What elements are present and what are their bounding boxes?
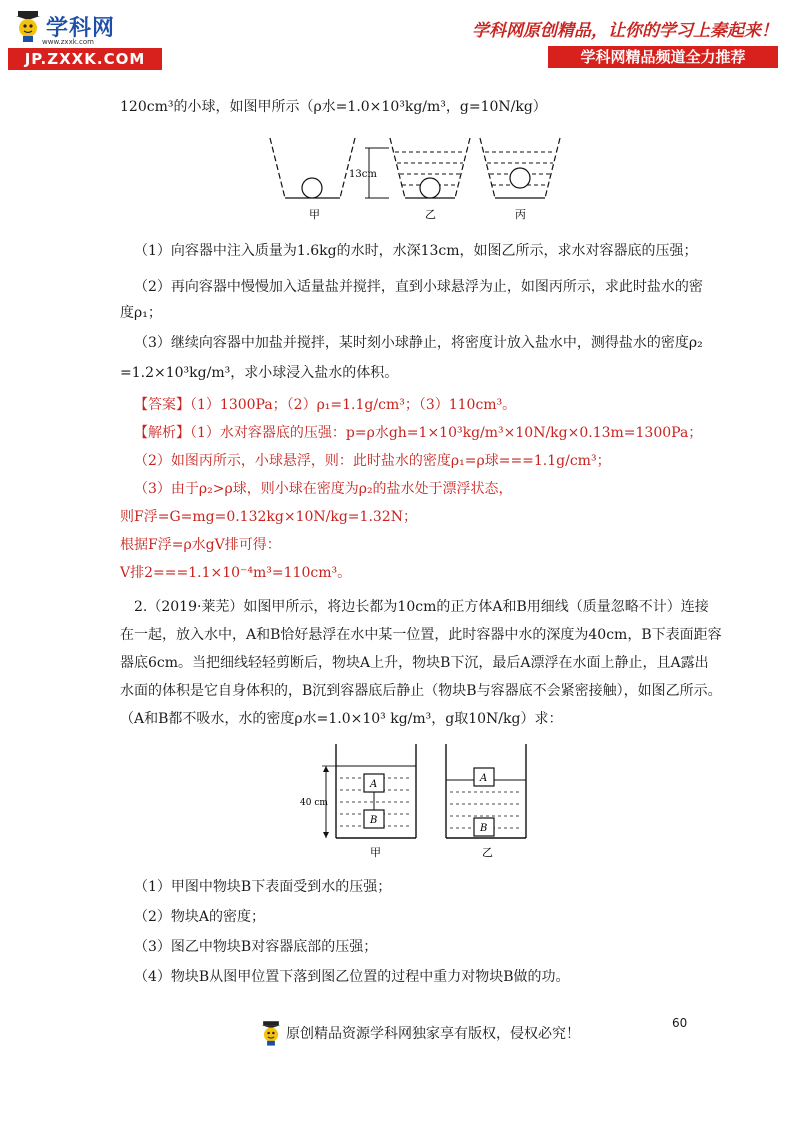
q2-line-1: 2.（2019·莱芜）如图甲所示，将边长都为10cm的正方体A和B用细线（质量忽略不计）连接 [134,599,709,615]
label-b-jia: B [370,815,378,826]
label-a-jia: A [370,779,378,790]
mascot-icon [260,1019,282,1047]
q1-analysis-6: V排2===1.1×10⁻⁴m³=110cm³。 [120,565,352,581]
q1-part2b: 度ρ₁； [120,305,162,321]
q1-analysis-2: （2）如图丙所示，小球悬浮，则：此时盐水的密度ρ₁=ρ球===1.1g/cm³； [134,453,611,469]
mascot-icon [14,9,42,43]
page-number: 60 [672,1016,688,1030]
q1-analysis-5: 根据F浮=ρ水gV排可得： [120,537,281,553]
logo-name: 学科网 [46,15,116,41]
label-jia: 甲 [309,208,320,221]
label-yi-ab: 乙 [482,846,493,859]
logo-subtext: www.zxxk.com [42,38,94,46]
ball-bing [510,168,530,188]
q1-part3b: =1.2×10³kg/m³，求小球浸入盐水的体积。 [120,365,399,381]
label-yi: 乙 [425,208,436,221]
label-40cm: 40 cm [300,798,328,808]
q1-analysis-3: （3）由于ρ₂>ρ球，则小球在密度为ρ₂的盐水处于漂浮状态， [134,481,513,497]
q2-sub-1: （1）甲图中物块B下表面受到水的压强； [134,879,392,895]
label-b-yi: B [480,823,488,834]
label-a-yi: A [480,773,488,784]
figure-containers-ball [265,130,565,226]
container-yi [390,138,470,198]
copyright-notice: 原创精品资源学科网独家享有版权，侵权必究！ [286,1026,580,1042]
label-13cm: 13cm [349,169,377,180]
q1-part3a: （3）继续向容器中加盐并搅拌，某时刻小球静止，将密度计放入盐水中，测得盐水的密度ρ₂ [134,335,703,351]
q1-part2a: （2）再向容器中慢慢加入适量盐并搅拌，直到小球悬浮为止，如图丙所示，求此时盐水的密 [134,279,703,295]
q2-sub-3: （3）图乙中物块B对容器底部的压强； [134,939,378,955]
q2-line-3: 器底6cm。当把细线轻轻剪断后，物块A上升，物块B下沉，最后A漂浮在水面上静止，且A露出 [120,655,709,671]
q2-line-2: 在一起，放入水中，A和B恰好悬浮在水中某一位置，此时容器中水的深度为40cm，B下表面距容 [120,627,722,643]
ball-yi [420,178,440,198]
q1-analysis-1: 【解析】（1）水对容器底的压强：p=ρ水gh=1×10³kg/m³×10N/kg×0.13m=1300Pa； [134,425,703,441]
site-logo[interactable] [8,8,168,72]
container-bing [480,138,560,198]
page-header [0,0,800,80]
page-footer [260,1018,580,1048]
q2-sub-4: （4）物块B从图甲位置下落到图乙位置的过程中重力对物块B做的功。 [134,969,570,985]
q1-intro-line: 120cm³的小球，如图甲所示（ρ水=1.0×10³kg/m³，g=10N/kg） [120,99,547,115]
ball-jia [302,178,322,198]
q2-sub-2: （2）物块A的密度； [134,909,266,925]
q1-analysis-4: 则F浮=G=mg=0.132kg×10N/kg=1.32N； [120,509,417,525]
label-jia-ab: 甲 [370,846,381,859]
figure-blocks-ab [300,740,530,862]
header-banner: 学科网精品频道全力推荐 [548,46,778,68]
header-slogan: 学科网原创精品，让你的学习上秦起来！ [472,21,778,41]
q1-answer: 【答案】（1）1300Pa；（2）ρ₁=1.1g/cm³；（3）110cm³。 [134,397,517,413]
logo-url[interactable]: JP.ZXXK.COM [8,48,162,70]
q2-line-5: （A和B都不吸水，水的密度ρ水=1.0×10³ kg/m³，g取10N/kg）求： [120,711,563,727]
q2-line-4: 水面的体积是它自身体积的，B沉到容器底后静止（物块B与容器底不会紧密接触），如图乙所示。 [120,683,722,699]
container-jia [270,138,355,198]
q1-part1: （1）向容器中注入质量为1.6kg的水时，水深13cm，如图乙所示，求水对容器底的压强； [134,243,698,259]
label-bing: 丙 [515,208,526,221]
